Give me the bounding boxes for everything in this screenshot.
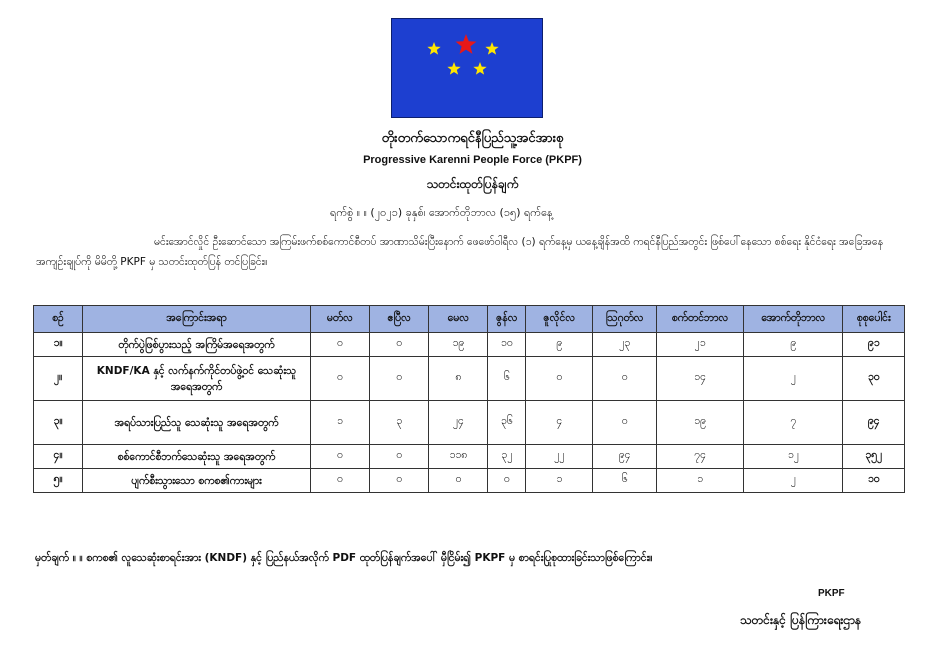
monthly-value: ၉ — [744, 333, 843, 357]
monthly-value: ၁၄ — [656, 357, 743, 401]
row-total: ၃၅၂ — [843, 445, 905, 469]
monthly-value: ၂၂ — [526, 445, 593, 469]
column-header: အကြောင်းအရာ — [83, 306, 311, 333]
column-header: ဧပြီလ — [370, 306, 429, 333]
column-header: စက်တင်ဘာလ — [656, 306, 743, 333]
row-total: ၃၀ — [843, 357, 905, 401]
monthly-value: ၀ — [310, 445, 369, 469]
monthly-value: ၀ — [593, 357, 656, 401]
press-release-heading: သတင်းထုတ်ပြန်ချက် — [426, 177, 519, 191]
column-header: မတ်လ — [310, 306, 369, 333]
monthly-value: ၀ — [429, 469, 488, 493]
monthly-value: ၀ — [488, 469, 526, 493]
row-number: ၃။ — [34, 401, 83, 445]
table-row — [34, 445, 905, 469]
row-total: ၁၀ — [843, 469, 905, 493]
monthly-value: ၉ — [526, 333, 593, 357]
monthly-value: ၆ — [488, 357, 526, 401]
monthly-value: ၀ — [370, 357, 429, 401]
monthly-value: ၃၂ — [488, 445, 526, 469]
row-description: တိုက်ပွဲဖြစ်ပွားသည့် အကြိမ်အရေအတွက် — [83, 333, 311, 357]
incident-summary-table — [33, 305, 905, 493]
monthly-value: ၂ — [744, 357, 843, 401]
flag-stars-graphic — [392, 19, 542, 117]
monthly-value: ၀ — [310, 357, 369, 401]
table-row — [34, 333, 905, 357]
star-icon — [485, 42, 498, 55]
row-number: ၂။ — [34, 357, 83, 401]
monthly-value: ၁၉ — [656, 401, 743, 445]
monthly-value: ၁ — [310, 401, 369, 445]
monthly-value: ၀ — [310, 333, 369, 357]
table-row — [34, 469, 905, 493]
table-row — [34, 401, 905, 445]
monthly-value: ၄ — [526, 401, 593, 445]
monthly-value: ၂၄ — [429, 401, 488, 445]
signature-org: PKPF — [818, 588, 845, 599]
monthly-value: ၁၀ — [488, 333, 526, 357]
star-icon — [456, 34, 477, 54]
org-title-myanmar: တိုးတက်သောကရင်နီပြည်သူ့အင်အားစု — [381, 131, 564, 146]
column-header: ဇွန်လ — [488, 306, 526, 333]
monthly-value: ၀ — [370, 469, 429, 493]
monthly-value: ၃ — [370, 401, 429, 445]
column-header: ဩဂုတ်လ — [593, 306, 656, 333]
monthly-value: ၁၉ — [429, 333, 488, 357]
column-header: အောက်တိုဘာလ — [744, 306, 843, 333]
intro-paragraph: မင်းအောင်လှိုင် ဦးဆောင်သော အကြမ်းဖက်စစ်ကောင်စီတပ် အာဏာသိမ်းပြီးနောက် ဖေဖော်ဝါရီလ (၁) ရက်နေ့မှ ယနေ့ချိန်အထိ ကရင်နီပြည်အတွင်း ဖြစ်ပေါ်နေသော စစ်ရေး နိုင်ငံရေး အခြေအနေ အကျဉ်းချုပ်ကို မိမိတို့ PKPF မှ သတင်းထုတ်ပြန် တင်ပြခြင်း။ — [36, 236, 884, 268]
monthly-value: ၃၆ — [488, 401, 526, 445]
column-header: စဉ် — [34, 306, 83, 333]
column-header: မေလ — [429, 306, 488, 333]
row-total: ၉၄ — [843, 401, 905, 445]
star-icon — [447, 62, 460, 75]
monthly-value: ၀ — [526, 357, 593, 401]
monthly-value: ၁၂ — [744, 445, 843, 469]
monthly-value: ၇၄ — [656, 445, 743, 469]
monthly-value: ၀ — [370, 445, 429, 469]
table-header-row — [34, 306, 905, 333]
row-total: ၉၁ — [843, 333, 905, 357]
monthly-value: ၈ — [429, 357, 488, 401]
column-header: ဇူလိုင်လ — [526, 306, 593, 333]
monthly-value: ၂၃ — [593, 333, 656, 357]
row-number: ၅။ — [34, 469, 83, 493]
column-header: စုစုပေါင်း — [843, 306, 905, 333]
row-description: စစ်ကောင်စီဘက်သေဆုံးသူ အရေအတွက် — [83, 445, 311, 469]
monthly-value: ၁၁၈ — [429, 445, 488, 469]
release-date: ရက်စွဲ ။ ။ (၂၀၂၁) ခုနှစ်၊ အောက်တိုဘာလ (၁၅) ရက်နေ့ — [330, 206, 553, 219]
row-number: ၁။ — [34, 333, 83, 357]
org-title-english: Progressive Karenni People Force (PKPF) — [363, 154, 582, 166]
monthly-value: ၆ — [593, 469, 656, 493]
row-description: အရပ်သားပြည်သူ သေဆုံးသူ အရေအတွက် — [83, 401, 311, 445]
footnote: မှတ်ချက် ။ ။ စကစ၏ လူသေဆုံးစာရင်းအား (KNDF) နှင့် ပြည်နယ်အလိုက် PDF ထုတ်ပြန်ချက်အပေါ် မှီငြိမ်း၍ PKPF မှ စာရင်းပြုစုထားခြင်းသာဖြစ်ကြောင်း။ — [35, 552, 653, 564]
star-icon — [473, 62, 486, 75]
star-icon — [427, 42, 440, 55]
monthly-value: ၂ — [744, 469, 843, 493]
row-description: ပျက်စီးသွားသော စကစ၏ကားများ — [83, 469, 311, 493]
monthly-value: ၀ — [370, 333, 429, 357]
monthly-value: ၂၁ — [656, 333, 743, 357]
signature-department: သတင်းနှင့် ပြန်ကြားရေးဌာန — [740, 613, 862, 627]
monthly-value: ၁ — [656, 469, 743, 493]
row-description: KNDF/KA နှင့် လက်နက်ကိုင်တပ်ဖွဲ့ဝင် သေဆုံးသူအရေအတွက် — [83, 357, 311, 401]
table-row — [34, 357, 905, 401]
monthly-value: ၇ — [744, 401, 843, 445]
pkpf-flag — [391, 18, 543, 118]
monthly-value: ၀ — [310, 469, 369, 493]
row-number: ၄။ — [34, 445, 83, 469]
monthly-value: ၀ — [593, 401, 656, 445]
monthly-value: ၁ — [526, 469, 593, 493]
monthly-value: ၉၄ — [593, 445, 656, 469]
